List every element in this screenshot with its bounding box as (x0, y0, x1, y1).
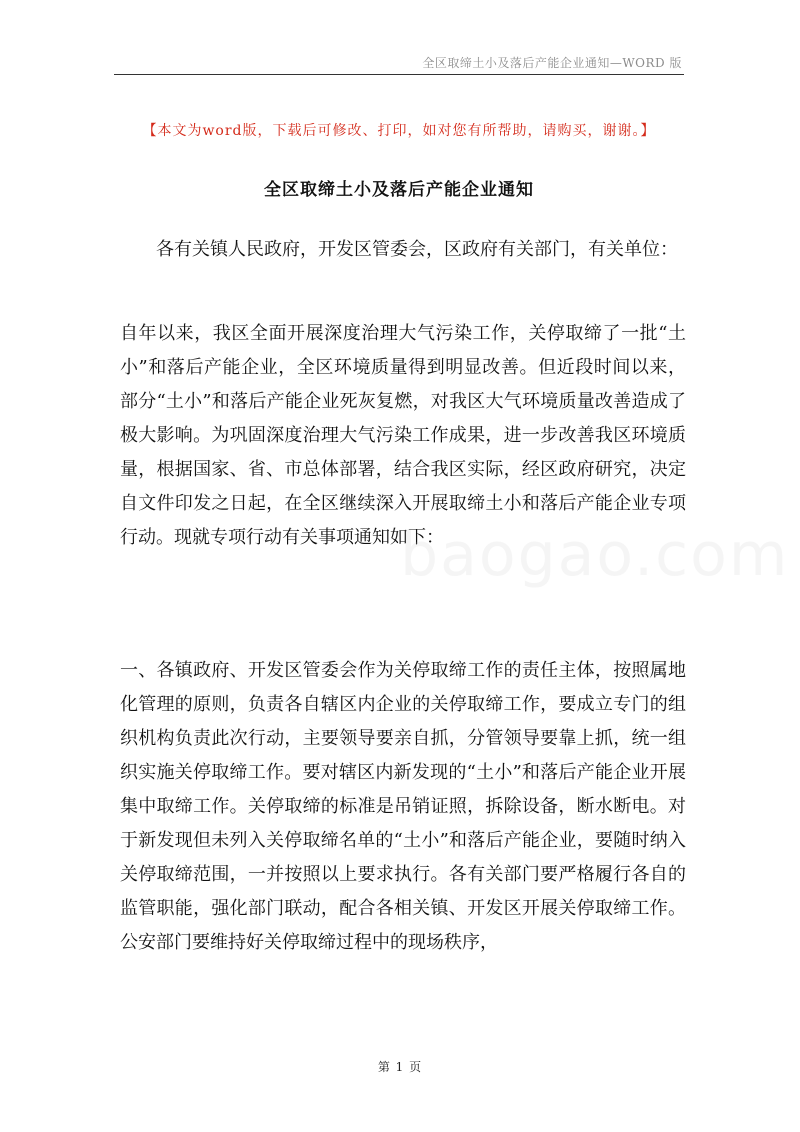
running-header: 全区取缔土小及落后产能企业通知—WORD 版 (422, 56, 682, 70)
watermark-text: baogao.com (400, 520, 790, 590)
page-number: 第 1 页 (377, 1060, 423, 1074)
salutation: 各有关镇人民政府，开发区管委会，区政府有关部门，有关单位： (156, 239, 678, 260)
paragraph-1: 自年以来，我区全面开展深度治理大气污染工作，关停取缔了一批“土小”和落后产能企业，全区环境质量得到明显改善。但近段时间以来，部分“土小”和落后产能企业死灰复燃，对我区大气环境质量改善造成了极大影响。为巩固深度治理大气污染工作成果，进一步改善我区环境质量，根据国家、省、市总体部署，结合我区实际，经区政府研究，决定自文件印发之日起，在全区继续深入开展取缔土小和落后产能企业专项行动。现就专项行动有关事项通知如下： (120, 323, 686, 548)
header-divider (114, 74, 684, 75)
paragraph-2: 一、各镇政府、开发区管委会作为关停取缔工作的责任主体，按照属地化管理的原则，负责各自辖区内企业的关停取缔工作，要成立专门的组织机构负责此次行动，主要领导要亲自抓，分管领导要靠上抓，统一组织实施关停取缔工作。要对辖区内新发现的“土小”和落后产能企业开展集中取缔工作。关停取缔的标准是吊销证照，拆除设备，断水断电。对于新发现但未列入关停取缔名单的“土小”和落后产能企业，要随时纳入关停取缔范围，一并按照以上要求执行。各有关部门要严格履行各自的监管职能，强化部门联动，配合各相关镇、开发区开展关停取缔工作。公安部门要维持好关停取缔过程中的现场秩序， (120, 660, 686, 953)
download-notice: 【本文为word版，下载后可修改、打印，如对您有所帮助，请购买，谢谢。】 (142, 123, 656, 139)
document-title: 全区取缔土小及落后产能企业通知 (264, 180, 534, 200)
